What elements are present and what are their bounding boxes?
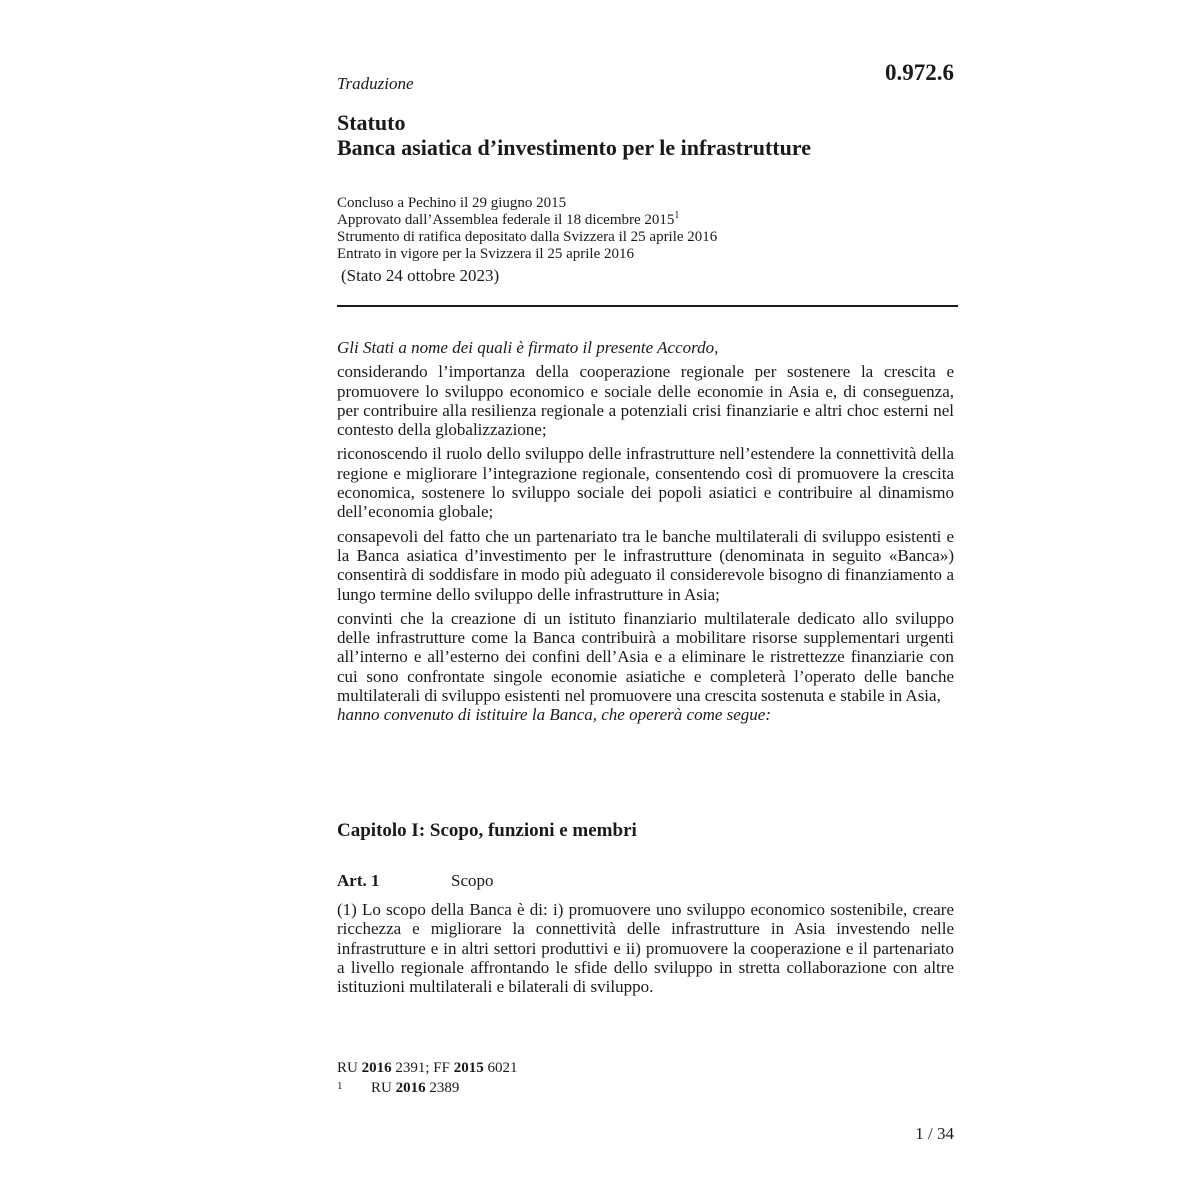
preamble bbox=[337, 338, 954, 730]
article-title: Scopo bbox=[451, 871, 494, 890]
document-meta bbox=[337, 195, 717, 263]
preamble-intro: Gli Stati a nome dei quali è firmato il presente Accordo, bbox=[337, 338, 719, 357]
preamble-paragraph: convinti che la creazione di un istituto finanziario multilaterale dedicato allo sviluppo delle infrastrutture come la Banca contribuirà a mobilitare risorse supplementari urgenti all’interno e all’esterno dei confini dell’Asia e a eliminare le ristrettezze finanziarie con cui sono confrontate singole economie asiatiche e completerà l’operato delle banche multilaterali di sviluppo esistenti nel promuovere una crescita sostenuta e stabile in Asia, bbox=[337, 608, 954, 706]
fn1-year: 2016 bbox=[395, 1080, 426, 1096]
footnote-mark: 1 bbox=[337, 1080, 343, 1092]
title-line-2: Banca asiatica d’investimento per le infrastrutture bbox=[337, 135, 811, 160]
footnotes bbox=[337, 1058, 517, 1098]
fn1-ref: 2389 bbox=[425, 1080, 460, 1096]
ff-year: 2015 bbox=[453, 1060, 484, 1076]
status-date: (Stato 24 ottobre 2023) bbox=[341, 266, 500, 285]
meta-concluso: Concluso a Pechino il 29 giugno 2015 bbox=[337, 195, 567, 211]
footnote-1 bbox=[337, 1078, 517, 1098]
ru-year: 2016 bbox=[361, 1060, 392, 1076]
document-title bbox=[337, 110, 811, 160]
preamble-paragraph: riconoscendo il ruolo dello sviluppo delle infrastrutture nell’estendere la connettività della regione e migliorare l’integrazione regionale, consentendo così di promuovere la crescita economica, sostenere lo sviluppo sociale dei popoli asiatici e contribuire al dinamismo dell’economia globale; bbox=[337, 444, 954, 522]
meta-strumento: Strumento di ratifica depositato dalla Svizzera il 25 aprile 2016 bbox=[337, 229, 718, 245]
meta-approvato bbox=[337, 212, 717, 229]
title-line-1: Statuto bbox=[337, 110, 406, 135]
meta-approvato-text: Approvato dall’Assemblea federale il 18 dicembre 2015 bbox=[337, 212, 675, 228]
article-paragraph: (1) Lo scopo della Banca è di: i) promuovere uno sviluppo economico sostenibile, creare ricchezza e migliorare la connettività delle infrastrutture in Asia investendo nelle infrastrutture e in altri settori produttivi e ii) promuovere la cooperazione e il partenariato a livello regionale affrontando le sfide dello sviluppo in stretta collaborazione con altre istituzioni multilaterali e bilaterali di sviluppo. bbox=[337, 900, 954, 997]
footnote-ref-1[interactable]: 1 bbox=[674, 210, 680, 221]
article-number: Art. 1 bbox=[337, 871, 380, 890]
ru-ref: 2391; FF bbox=[391, 1060, 454, 1076]
fn1-label: RU bbox=[371, 1080, 396, 1096]
sr-number: 0.972.6 bbox=[885, 60, 954, 85]
translation-label: Traduzione bbox=[337, 74, 414, 93]
footnote-source bbox=[337, 1058, 517, 1078]
preamble-closing: hanno convenuto di istituire la Banca, che opererà come segue: bbox=[337, 705, 772, 725]
meta-entrato: Entrato in vigore per la Svizzera il 25 aprile 2016 bbox=[337, 246, 634, 262]
ru-label: RU bbox=[337, 1060, 362, 1076]
preamble-paragraph: consapevoli del fatto che un partenariato tra le banche multilaterali di sviluppo esistenti e la Banca asiatica d’investimento per le infrastrutture (denominata in seguito «Banca») consentirà di soddisfare in modo più adeguato il considerevole bisogno di finanziamento a lungo termine dello sviluppo delle infrastrutture in Asia; bbox=[337, 526, 954, 604]
chapter-heading: Capitolo I: Scopo, funzioni e membri bbox=[337, 820, 637, 841]
header-divider bbox=[337, 305, 958, 307]
ff-ref: 6021 bbox=[483, 1060, 518, 1076]
preamble-paragraph: considerando l’importanza della cooperazione regionale per sostenere la crescita e promuovere lo sviluppo economico e sociale delle economie in Asia e, di conseguenza, per contribuire alla resilienza regionale a potenziali crisi finanziarie e altri choc esterni nel contesto della globalizzazione; bbox=[337, 362, 954, 440]
page-number: 1 / 34 bbox=[915, 1124, 954, 1143]
